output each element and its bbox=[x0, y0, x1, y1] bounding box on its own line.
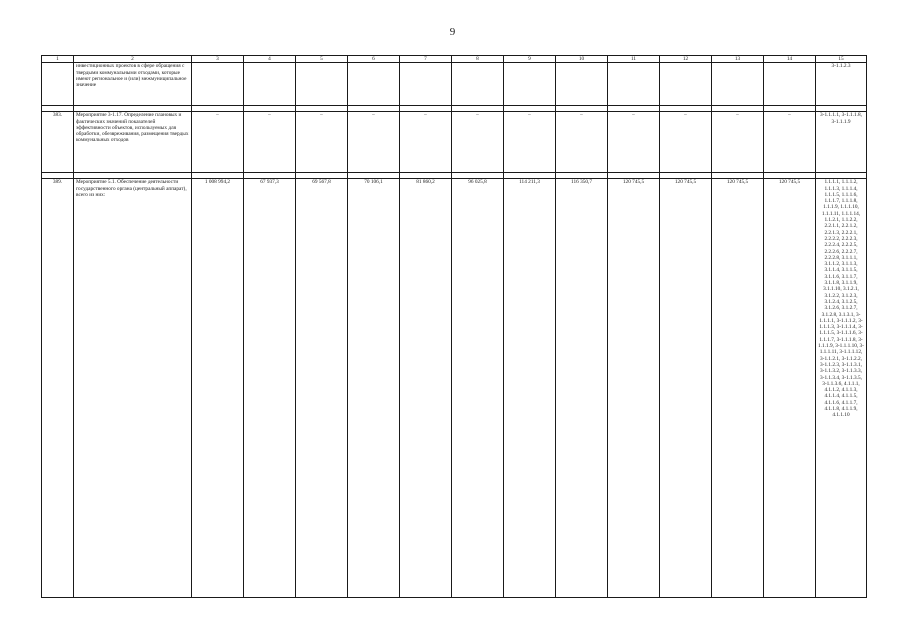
column-header: 4 bbox=[244, 56, 296, 63]
value-cell bbox=[608, 63, 660, 106]
value-cell: 120 745,5 bbox=[712, 179, 764, 598]
value-cell bbox=[504, 63, 556, 106]
value-cell bbox=[764, 63, 816, 106]
value-cell: 116 350,7 bbox=[556, 179, 608, 598]
value-cell: – bbox=[504, 112, 556, 173]
value-cell: – bbox=[244, 112, 296, 173]
column-header: 6 bbox=[348, 56, 400, 63]
column-header: 1 bbox=[42, 56, 74, 63]
row-number: 389. bbox=[42, 179, 74, 598]
column-header: 11 bbox=[608, 56, 660, 63]
table-row bbox=[42, 179, 867, 598]
row-codes: 3-1.1.1.1, 3-1.1.1.8, 3-1.1.1.9 bbox=[820, 112, 862, 125]
column-header: 8 bbox=[452, 56, 504, 63]
value-cell bbox=[400, 63, 452, 106]
value-cell: – bbox=[296, 112, 348, 173]
row-description: инвестиционных проектов в сфере обращения с твердыми коммунальными отходами, которые имеют региональное и (или) межмуниципальное значение bbox=[74, 63, 192, 106]
value-cell: 69 567,8 bbox=[296, 179, 348, 598]
row-codes: 3-1.1.2.3 bbox=[831, 63, 851, 70]
column-header: 9 bbox=[504, 56, 556, 63]
value-cell: 1 008 994,2 bbox=[192, 179, 244, 598]
value-cell: 120 745,5 bbox=[660, 179, 712, 598]
column-header: 5 bbox=[296, 56, 348, 63]
value-cell: – bbox=[764, 112, 816, 173]
column-header: 13 bbox=[712, 56, 764, 63]
table-row bbox=[42, 112, 867, 173]
row-codes-cell bbox=[816, 112, 867, 173]
column-header: 12 bbox=[660, 56, 712, 63]
row-number: 383. bbox=[42, 112, 74, 173]
row-description: Мероприятие 3-1.17. Определение плановых и фактических значений показателей эффективности объектов, используемых для обработки, обезвреживания, размещения твердых коммунальных отходов bbox=[74, 112, 192, 173]
value-cell bbox=[660, 63, 712, 106]
value-cell: 70 106,1 bbox=[348, 179, 400, 598]
value-cell: – bbox=[400, 112, 452, 173]
value-cell: 96 025,8 bbox=[452, 179, 504, 598]
value-cell bbox=[452, 63, 504, 106]
value-cell bbox=[296, 63, 348, 106]
row-codes-cell bbox=[816, 179, 867, 598]
value-cell bbox=[348, 63, 400, 106]
value-cell: 67 937,3 bbox=[244, 179, 296, 598]
value-cell: 114 211,3 bbox=[504, 179, 556, 598]
column-header: 15 bbox=[816, 56, 867, 63]
value-cell: – bbox=[608, 112, 660, 173]
header-row bbox=[42, 56, 867, 63]
value-cell: 120 745,5 bbox=[764, 179, 816, 598]
row-description: Мероприятие 5.1. Обеспечение деятельности государственного органа (центральный аппарат), всего из них: bbox=[74, 179, 192, 598]
value-cell: – bbox=[556, 112, 608, 173]
row-codes-cell bbox=[816, 63, 867, 106]
value-cell: 81 860,2 bbox=[400, 179, 452, 598]
value-cell: 120 745,5 bbox=[608, 179, 660, 598]
value-cell: – bbox=[712, 112, 764, 173]
value-cell bbox=[244, 63, 296, 106]
row-codes: 1.1.1.1, 1.1.1.2, 1.1.1.3, 1.1.1.4, 1.1.1.5, 1.1.1.6, 1.1.1.7, 1.1.1.8, 1.1.1.9, 1.1.1.10, 1.1.1.11, 1.1.1.14, 1.1.2.1, 1.1.2.2, 2.2.1.1, 2.2.1.2, 2.2.1.3, 2.2.2.1, 2.2.2.2, 2.2.2.3, 2.2.2.4, 2.2.2.5, 2.2.2.6, 2.2.2.7, 2.2.2.8, 3.1.1.1, 3.1.1.2, 3.1.1.3, 3.1.1.4, 3.1.1.5, 3.1.1.6, 3.1.1.7, 3.1.1.8, 3.1.1.9, 3.1.1.10, 3.1.2.1, 3.1.2.2, 3.1.2.3, 3.1.2.4, 3.1.2.5, 3.1.2.6, 3.1.2.7, 3.1.2.8, 3.1.3.1, 3-1.1.1.1, 3-1.1.1.2, 3-1.1.1.3, 3-1.1.1.4, 3-1.1.1.5, 3-1.1.1.6, 3-1.1.1.7, 3-1.1.1.8, 3-1.1.1.9, 3-1.1.1.10, 3-1.1.1.11, 3-1.1.1.12, 3-1.1.2.1, 3-1.1.2.2, 3-1.1.2.3, 3-1.1.3.1, 3-1.1.3.2, 3-1.1.3.3, 3-1.1.3.4, 3-1.1.3.5, 3-1.1.3.6, 4.1.1.1, 4.1.1.2, 4.1.1.3, 4.1.1.4, 4.1.1.5, 4.1.1.6, 4.1.1.7, 4.1.1.8, 4.1.1.9, 4.1.1.10 bbox=[818, 179, 864, 419]
value-cell: – bbox=[660, 112, 712, 173]
value-cell bbox=[712, 63, 764, 106]
column-header: 7 bbox=[400, 56, 452, 63]
value-cell: – bbox=[452, 112, 504, 173]
column-header: 14 bbox=[764, 56, 816, 63]
column-header: 2 bbox=[74, 56, 192, 63]
data-table bbox=[41, 55, 867, 598]
value-cell bbox=[556, 63, 608, 106]
row-number bbox=[42, 63, 74, 106]
value-cell: – bbox=[192, 112, 244, 173]
value-cell bbox=[192, 63, 244, 106]
table-row bbox=[42, 63, 867, 106]
column-header: 3 bbox=[192, 56, 244, 63]
page-number: 9 bbox=[449, 26, 456, 38]
value-cell: – bbox=[348, 112, 400, 173]
column-header: 10 bbox=[556, 56, 608, 63]
